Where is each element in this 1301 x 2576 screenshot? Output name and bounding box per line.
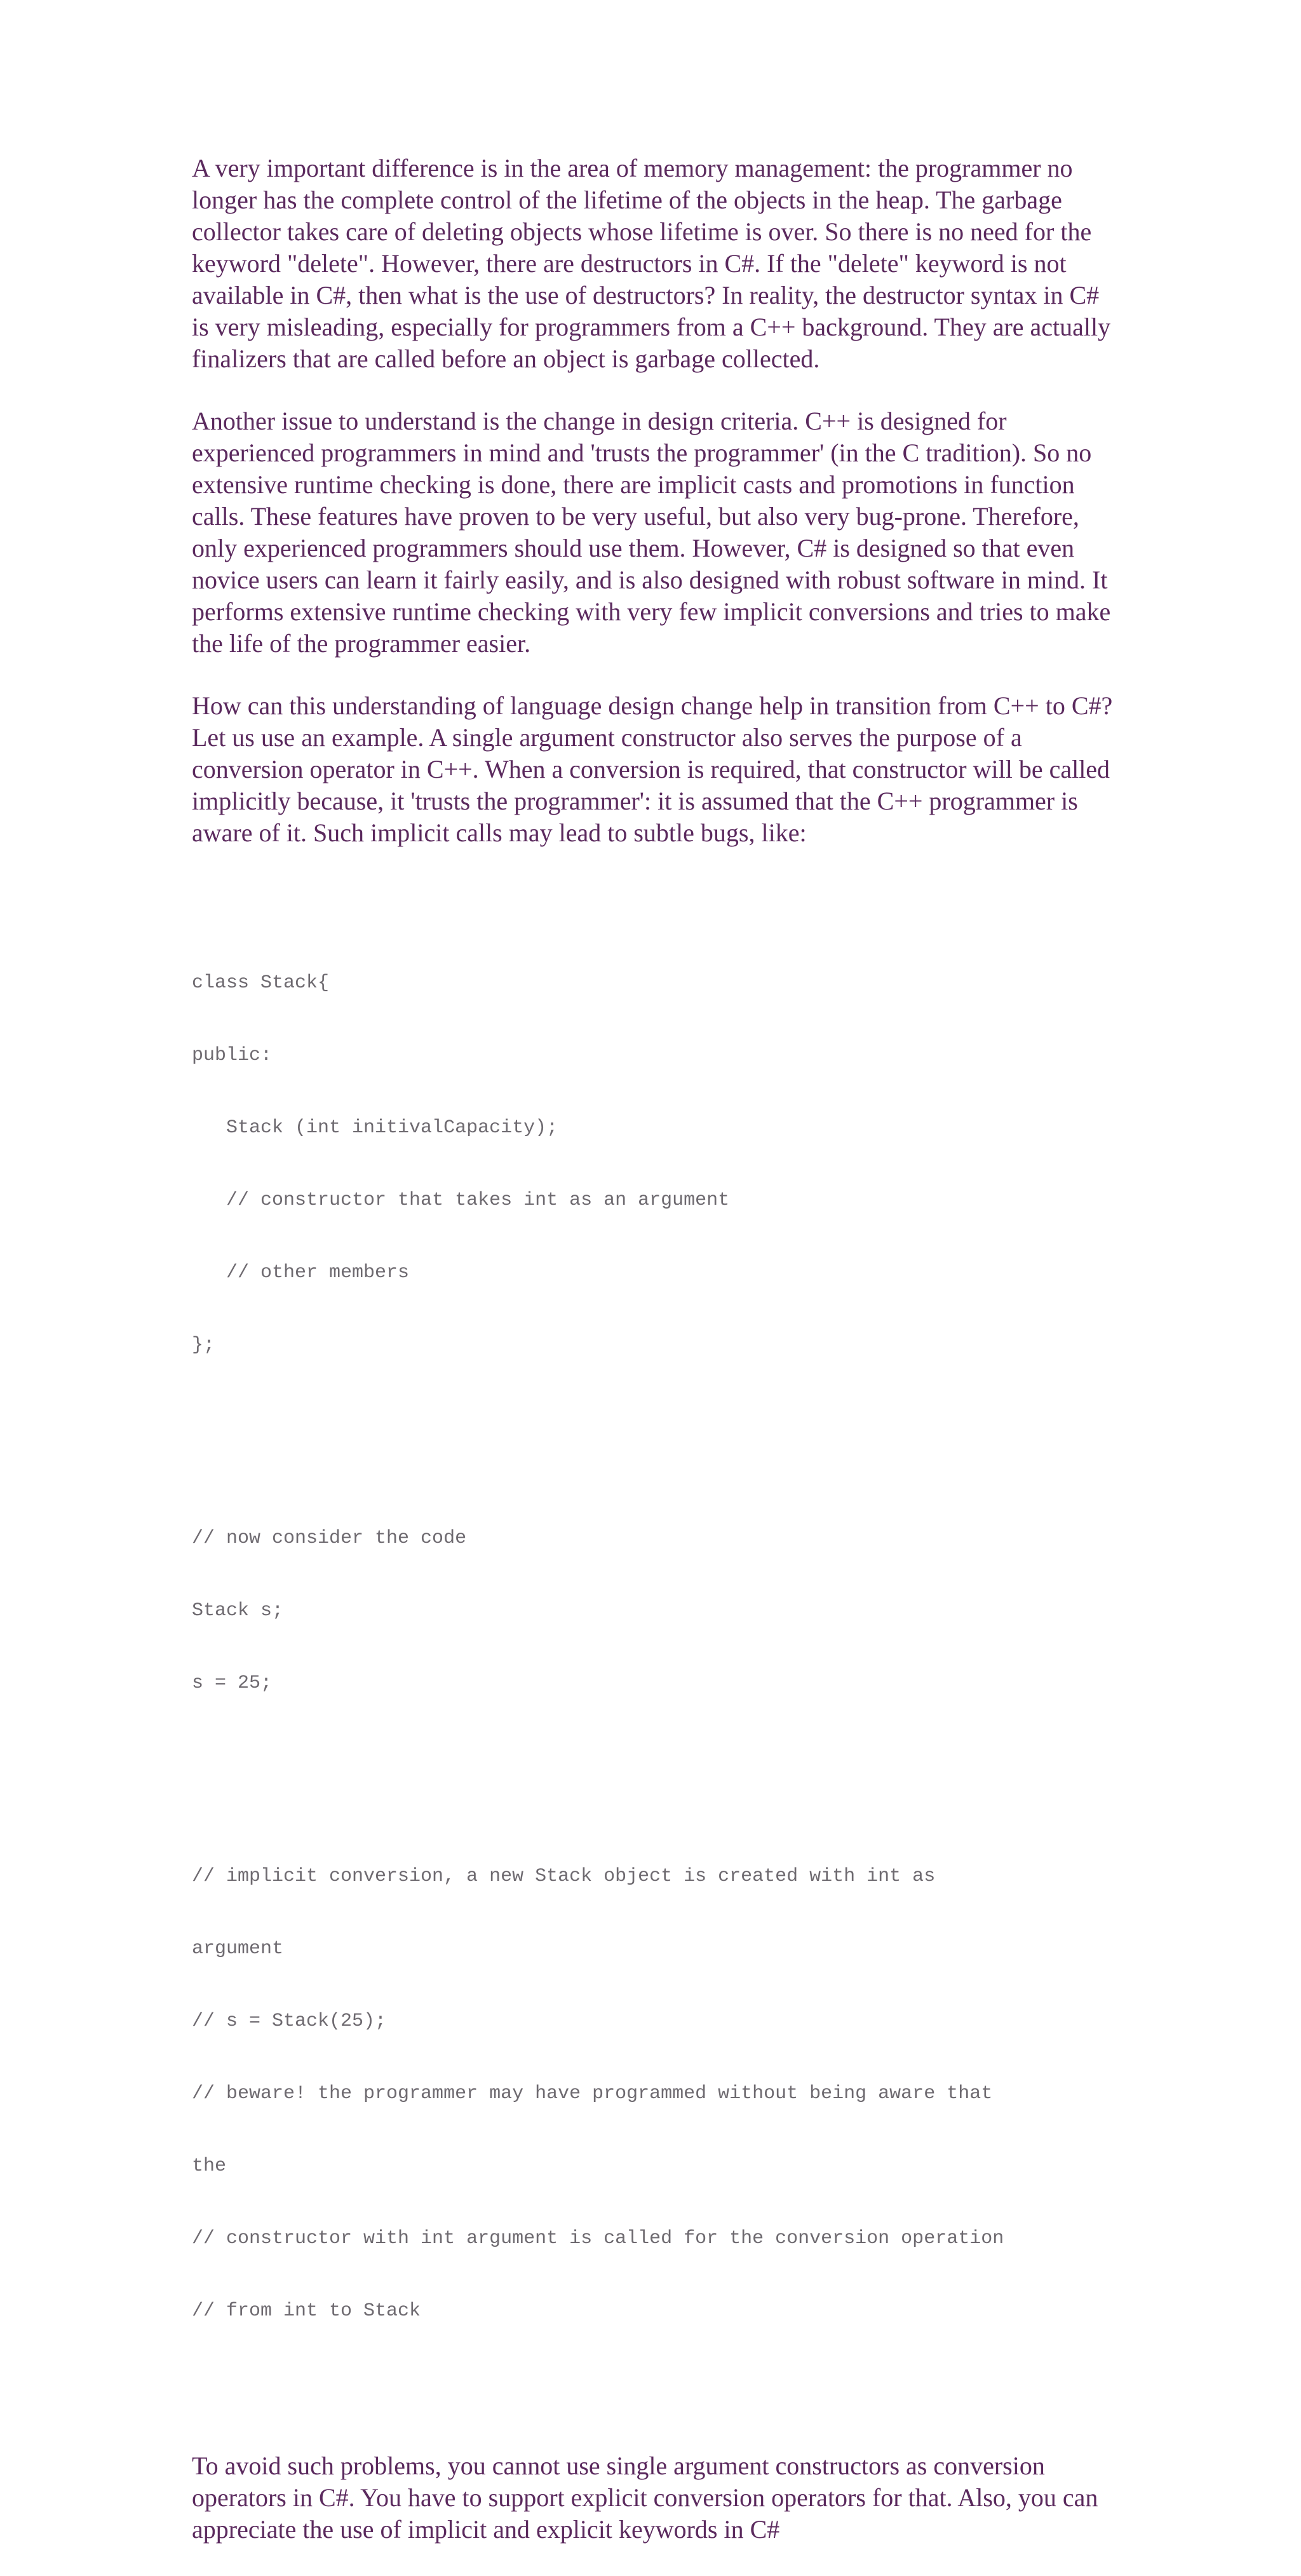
paragraph-memory-management: A very important difference is in the area of memory management: the programmer no longer has the complete control of the lifetime of the objects in the heap. The garbage collector takes care of deleting objects whose lifetime is over. So there is no need for the keyword "delete". However, there are destructors in C#. If the "delete" keyword is not available in C#, then what is the use of destructors? In reality, the destructor syntax in C# is very misleading, especially for programmers from a C++ background. They are actually finalizers that are called before an object is garbage collected. — [192, 154, 1111, 373]
paragraph-avoid-problems: To avoid such problems, you cannot use single argument constructors as conversion operators in C#. You have to support explicit conversion operators for that. Also, you can appreciate the use of implicit and explicit keywords in C# — [192, 2451, 1098, 2544]
code-line: // constructor that takes int as an argument — [192, 1190, 730, 1211]
paragraph-design-criteria: Another issue to understand is the change in design criteria. C++ is designed for experienced programmers in mind and 'trusts the programmer' (in the C tradition). So no extensive runtime checking is done, there are implicit casts and promotions in function calls. These features have proven to be very useful, but also very bug-prone. Therefore, only experienced programmers should use them. However, C# is designed so that even novice users can learn it fairly easily, and is also designed with robust software in mind. It performs extensive runtime checking with very few implicit conversions and tries to make the life of the programmer easier. — [192, 407, 1111, 658]
code-line: // constructor with int argument is called for the conversion operation — [192, 2228, 1004, 2249]
code-line: Stack s; — [192, 1600, 284, 1622]
code-line: // implicit conversion, a new Stack object is created with int as — [192, 1866, 936, 1887]
code-line: s = 25; — [192, 1672, 273, 1694]
code-line: // from int to Stack — [192, 2300, 421, 2322]
paragraph-transition-example: How can this understanding of language design change help in transition from C++ to C#? Let us use an example. A single argument constructor also serves the purpose of a conversion operator in C++. When a conversion is required, that constructor will be called implicitly because, it 'trusts the programmer': it is assumed that the C++ programmer is aware of it. Such implicit calls may lead to subtle bugs, like: — [192, 691, 1113, 847]
code-line: Stack (int initivalCapacity); — [192, 1117, 558, 1139]
code-line: }; — [192, 1334, 215, 1356]
code-line: class Stack{ — [192, 972, 330, 994]
code-line: // beware! the programmer may have programmed without being aware that — [192, 2083, 993, 2105]
code-line: // now consider the code — [192, 1528, 467, 1549]
code-line: public: — [192, 1045, 273, 1066]
code-block-class-definition — [192, 923, 1119, 1406]
code-block-usage — [192, 1478, 1119, 1744]
code-line: // s = Stack(25); — [192, 2010, 387, 2032]
code-line: // other members — [192, 1262, 410, 1284]
code-line: the — [192, 2155, 227, 2177]
code-line: argument — [192, 1938, 284, 1960]
code-listing — [192, 874, 1119, 2420]
document-page — [192, 153, 1119, 2576]
code-block-comments — [192, 1816, 1119, 2371]
